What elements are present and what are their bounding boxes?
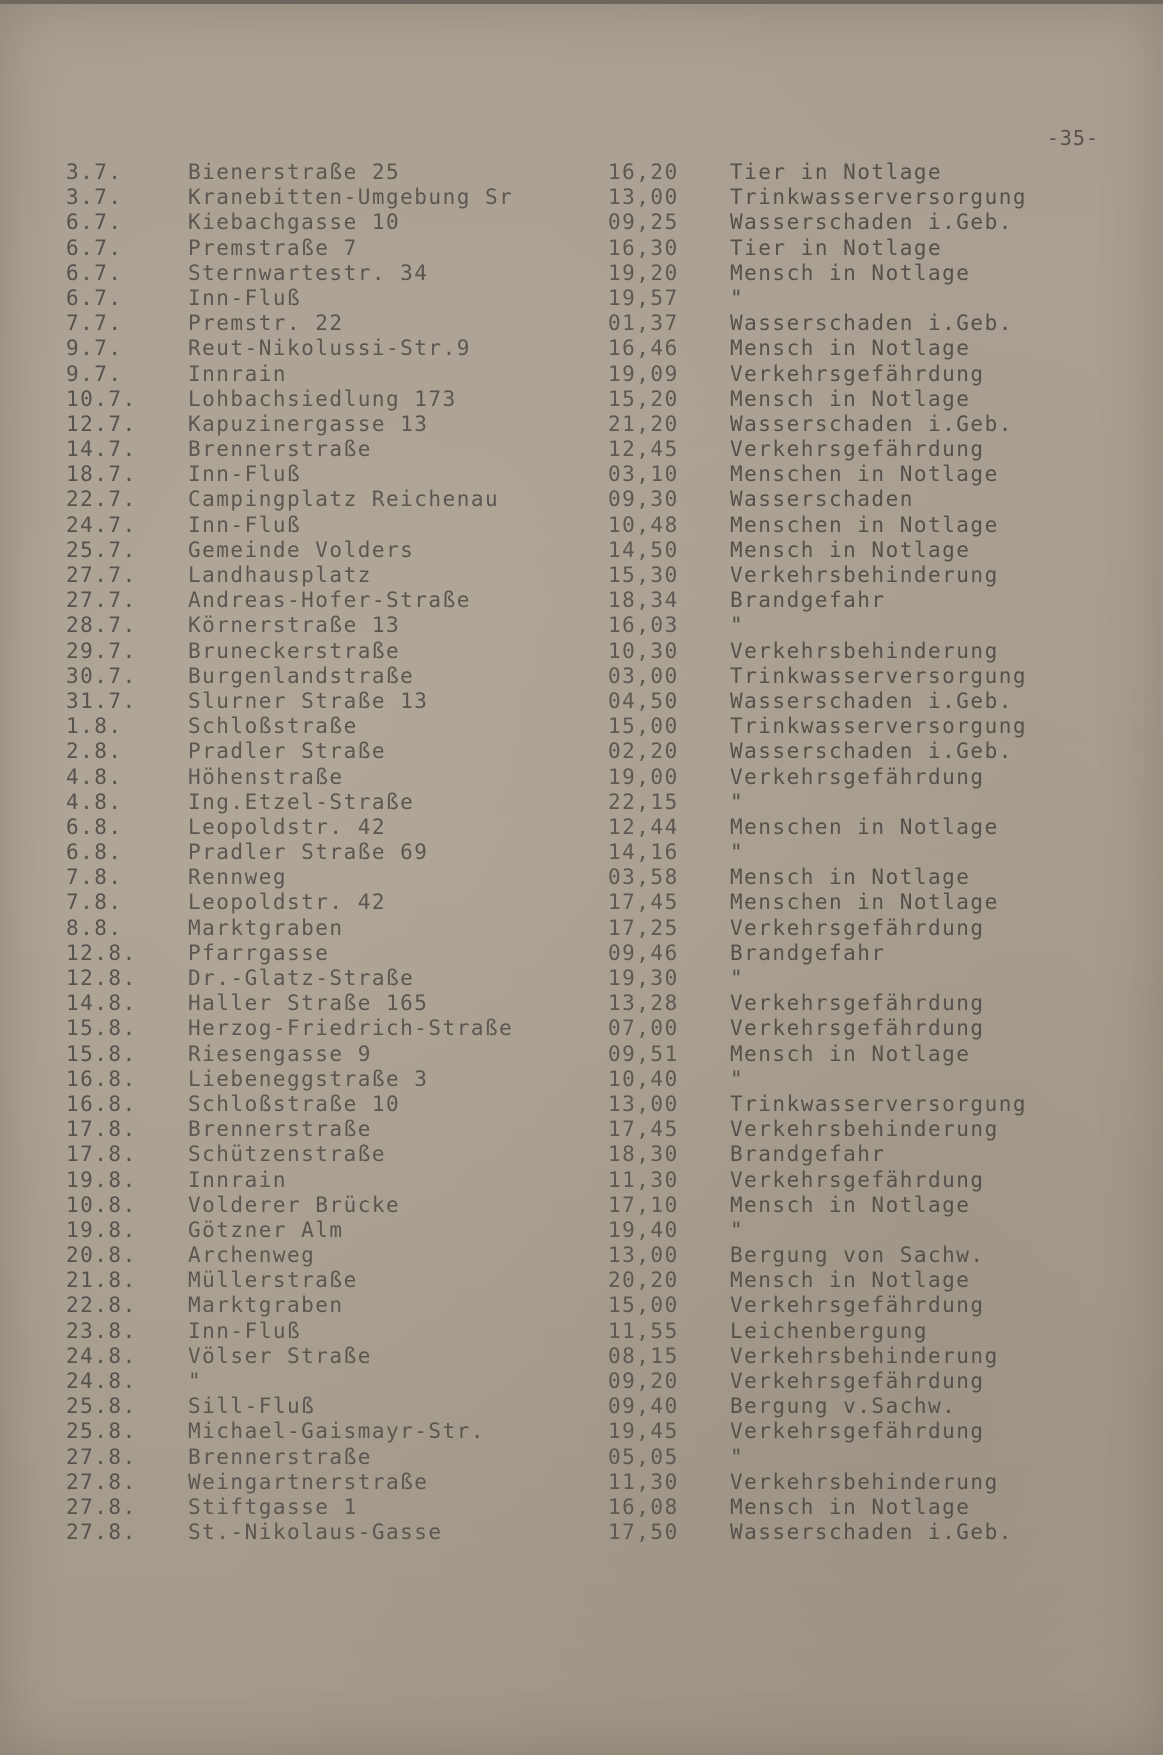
row-time: 11,55 — [608, 1318, 679, 1343]
row-incident-type: Verkehrsbehinderung — [730, 638, 999, 663]
row-time: 16,20 — [608, 160, 679, 184]
row-date: 25.7. — [66, 537, 137, 562]
table-row — [0, 1293, 1163, 1318]
row-time: 13,00 — [608, 1091, 679, 1116]
table-row — [0, 1193, 1163, 1218]
row-location: Brennerstraße — [188, 437, 372, 462]
row-time: 09,25 — [608, 210, 679, 235]
row-date: 8.8. — [66, 915, 123, 940]
table-row — [0, 613, 1163, 638]
row-date: 27.8. — [66, 1520, 137, 1545]
row-incident-type: Verkehrsbehinderung — [730, 1117, 999, 1142]
row-date: 15.8. — [66, 1041, 137, 1066]
row-incident-type: Trinkwasserversorgung — [730, 663, 1028, 688]
row-incident-type: Wasserschaden i.Geb. — [730, 210, 1013, 235]
row-location: Sternwartestr. 34 — [188, 260, 429, 285]
row-incident-type: Menschen in Notlage — [730, 814, 999, 839]
row-time: 10,40 — [608, 1066, 679, 1091]
row-incident-type: Bergung von Sachw. — [730, 1243, 985, 1268]
row-time: 15,00 — [608, 1293, 679, 1318]
row-time: 11,30 — [608, 1469, 679, 1494]
row-date: 24.8. — [66, 1343, 137, 1368]
row-date: 27.7. — [66, 563, 137, 587]
row-location: Innrain — [188, 1167, 288, 1192]
row-time: 09,20 — [608, 1369, 679, 1393]
row-time: 18,30 — [608, 1142, 679, 1167]
row-date: 31.7. — [66, 688, 137, 713]
row-location: Marktgraben — [188, 915, 344, 940]
row-date: 6.7. — [66, 235, 123, 260]
row-incident-type: Mensch in Notlage — [730, 1041, 971, 1066]
row-location: Lohbachsiedlung 173 — [188, 386, 457, 411]
row-incident-type: " — [730, 1066, 745, 1091]
row-location: Leopoldstr. 42 — [188, 890, 387, 915]
row-date: 18.7. — [66, 462, 137, 487]
row-time: 20,20 — [608, 1268, 679, 1293]
row-date: 7.7. — [66, 311, 123, 336]
row-incident-type: Leichenbergung — [730, 1318, 929, 1343]
table-row — [0, 1168, 1163, 1193]
table-row — [0, 739, 1163, 764]
row-date: 9.7. — [66, 336, 123, 361]
row-incident-type: Mensch in Notlage — [730, 537, 971, 562]
row-incident-type: Tier in Notlage — [730, 235, 943, 260]
row-incident-type: Menschen in Notlage — [730, 890, 999, 915]
row-incident-type: Mensch in Notlage — [730, 865, 971, 890]
row-location: Sill-Fluß — [188, 1394, 316, 1419]
row-incident-type: Verkehrsgefährdung — [730, 1419, 985, 1444]
table-row — [0, 563, 1163, 588]
row-incident-type: " — [730, 1217, 745, 1242]
row-location: Landhausplatz — [188, 563, 372, 587]
row-time: 19,45 — [608, 1419, 679, 1444]
row-incident-type: Verkehrsgefährdung — [730, 915, 985, 940]
row-time: 02,20 — [608, 739, 679, 764]
row-date: 24.7. — [66, 512, 137, 537]
row-location: Bienerstraße 25 — [188, 160, 401, 184]
table-row — [0, 185, 1163, 210]
row-incident-type: Wasserschaden i.Geb. — [730, 311, 1013, 336]
row-time: 13,00 — [608, 1243, 679, 1268]
row-location: Inn-Fluß — [188, 462, 302, 487]
row-location: Liebeneggstraße 3 — [188, 1066, 429, 1091]
table-row — [0, 941, 1163, 966]
row-date: 17.8. — [66, 1142, 137, 1167]
row-date: 19.8. — [66, 1167, 137, 1192]
table-row — [0, 1142, 1163, 1167]
row-time: 13,28 — [608, 991, 679, 1016]
row-incident-type: Verkehrsgefährdung — [730, 361, 985, 386]
table-row — [0, 1495, 1163, 1520]
row-location: Gemeinde Volders — [188, 537, 415, 562]
row-time: 09,46 — [608, 940, 679, 965]
row-time: 18,34 — [608, 588, 679, 613]
table-row — [0, 890, 1163, 915]
row-location: Stiftgasse 1 — [188, 1494, 358, 1519]
row-time: 19,40 — [608, 1217, 679, 1242]
row-location: Pradler Straße 69 — [188, 840, 429, 865]
table-row — [0, 966, 1163, 991]
table-row — [0, 689, 1163, 714]
row-time: 17,50 — [608, 1520, 679, 1545]
row-date: 17.8. — [66, 1117, 137, 1142]
table-row — [0, 991, 1163, 1016]
row-incident-type: " — [730, 285, 745, 310]
row-time: 16,08 — [608, 1494, 679, 1519]
row-date: 6.8. — [66, 814, 123, 839]
row-date: 14.7. — [66, 437, 137, 462]
row-incident-type: Verkehrsgefährdung — [730, 764, 985, 789]
table-row — [0, 160, 1163, 185]
row-time: 19,57 — [608, 285, 679, 310]
row-date: 12.7. — [66, 411, 137, 436]
row-time: 07,00 — [608, 1016, 679, 1041]
row-date: 28.7. — [66, 613, 137, 638]
row-incident-type: Verkehrsgefährdung — [730, 1016, 985, 1041]
row-incident-type: Tier in Notlage — [730, 160, 943, 184]
row-location: Burgenlandstraße — [188, 663, 415, 688]
row-incident-type: Verkehrsbehinderung — [730, 563, 999, 587]
row-location: Körnerstraße 13 — [188, 613, 401, 638]
row-date: 3.7. — [66, 185, 123, 210]
row-incident-type: Mensch in Notlage — [730, 1192, 971, 1217]
table-row — [0, 1042, 1163, 1067]
row-date: 25.8. — [66, 1419, 137, 1444]
table-row — [0, 1117, 1163, 1142]
table-row — [0, 1243, 1163, 1268]
row-location: Innrain — [188, 361, 288, 386]
row-date: 12.8. — [66, 966, 137, 990]
row-incident-type: Verkehrsbehinderung — [730, 1343, 999, 1368]
row-location: Archenweg — [188, 1243, 316, 1268]
row-location: Höhenstraße — [188, 764, 344, 789]
table-row — [0, 336, 1163, 361]
row-time: 17,10 — [608, 1192, 679, 1217]
table-row — [0, 790, 1163, 815]
row-incident-type: Trinkwasserversorgung — [730, 714, 1028, 739]
row-date: 10.8. — [66, 1192, 137, 1217]
row-time: 09,40 — [608, 1394, 679, 1419]
row-date: 15.8. — [66, 1016, 137, 1041]
table-row — [0, 815, 1163, 840]
row-time: 10,30 — [608, 638, 679, 663]
row-location: Inn-Fluß — [188, 512, 302, 537]
table-row — [0, 387, 1163, 412]
row-time: 17,25 — [608, 915, 679, 940]
table-row — [0, 588, 1163, 613]
row-time: 17,45 — [608, 1117, 679, 1142]
row-incident-type: Wasserschaden i.Geb. — [730, 411, 1013, 436]
row-location: Riesengasse 9 — [188, 1041, 372, 1066]
row-incident-type: Mensch in Notlage — [730, 336, 971, 361]
row-date: 30.7. — [66, 663, 137, 688]
row-location: Dr.-Glatz-Straße — [188, 966, 415, 990]
row-incident-type: Brandgefahr — [730, 588, 886, 613]
row-time: 21,20 — [608, 411, 679, 436]
row-time: 14,16 — [608, 840, 679, 865]
table-row — [0, 1445, 1163, 1470]
row-location: Völser Straße — [188, 1343, 372, 1368]
table-row — [0, 1268, 1163, 1293]
table-row — [0, 1016, 1163, 1041]
row-date: 2.8. — [66, 739, 123, 764]
table-row — [0, 1520, 1163, 1545]
row-date: 23.8. — [66, 1318, 137, 1343]
row-location: Reut-Nikolussi-Str.9 — [188, 336, 471, 361]
row-date: 6.8. — [66, 840, 123, 865]
row-date: 3.7. — [66, 160, 123, 184]
table-row — [0, 1419, 1163, 1444]
row-incident-type: Menschen in Notlage — [730, 512, 999, 537]
incident-table — [0, 160, 1163, 1545]
table-row — [0, 462, 1163, 487]
table-row — [0, 538, 1163, 563]
row-location: " — [188, 1369, 203, 1393]
row-date: 27.7. — [66, 588, 137, 613]
row-date: 4.8. — [66, 764, 123, 789]
table-row — [0, 1369, 1163, 1394]
row-location: Kapuzinergasse 13 — [188, 411, 429, 436]
row-location: Premstraße 7 — [188, 235, 358, 260]
row-incident-type: Wasserschaden — [730, 487, 914, 512]
table-row — [0, 1470, 1163, 1495]
row-location: Pfarrgasse — [188, 940, 330, 965]
row-incident-type: Bergung v.Sachw. — [730, 1394, 957, 1419]
row-incident-type: Brandgefahr — [730, 940, 886, 965]
row-date: 6.7. — [66, 210, 123, 235]
table-row — [0, 664, 1163, 689]
row-date: 27.8. — [66, 1469, 137, 1494]
row-location: Inn-Fluß — [188, 285, 302, 310]
row-time: 04,50 — [608, 688, 679, 713]
row-date: 7.8. — [66, 865, 123, 890]
row-time: 13,00 — [608, 185, 679, 210]
row-date: 10.7. — [66, 386, 137, 411]
table-row — [0, 714, 1163, 739]
row-location: Weingartnerstraße — [188, 1469, 429, 1494]
row-time: 17,45 — [608, 890, 679, 915]
row-time: 03,58 — [608, 865, 679, 890]
row-incident-type: " — [730, 840, 745, 865]
row-incident-type: Verkehrsbehinderung — [730, 1469, 999, 1494]
table-row — [0, 765, 1163, 790]
row-time: 22,15 — [608, 789, 679, 814]
table-row — [0, 210, 1163, 235]
table-row — [0, 1394, 1163, 1419]
table-row — [0, 1344, 1163, 1369]
row-date: 4.8. — [66, 789, 123, 814]
row-incident-type: Wasserschaden i.Geb. — [730, 1520, 1013, 1545]
row-time: 19,20 — [608, 260, 679, 285]
table-row — [0, 1067, 1163, 1092]
row-date: 21.8. — [66, 1268, 137, 1293]
row-location: Bruneckerstraße — [188, 638, 401, 663]
row-date: 14.8. — [66, 991, 137, 1016]
table-row — [0, 840, 1163, 865]
table-row — [0, 865, 1163, 890]
row-incident-type: " — [730, 789, 745, 814]
row-incident-type: Verkehrsgefährdung — [730, 437, 985, 462]
row-incident-type: " — [730, 613, 745, 638]
row-incident-type: Wasserschaden i.Geb. — [730, 688, 1013, 713]
row-location: Schloßstraße — [188, 714, 358, 739]
row-location: Slurner Straße 13 — [188, 688, 429, 713]
row-incident-type: " — [730, 1444, 745, 1469]
row-location: Brennerstraße — [188, 1444, 372, 1469]
row-location: Campingplatz Reichenau — [188, 487, 500, 512]
row-location: Götzner Alm — [188, 1217, 344, 1242]
row-date: 29.7. — [66, 638, 137, 663]
row-time: 16,03 — [608, 613, 679, 638]
row-incident-type: Mensch in Notlage — [730, 1268, 971, 1293]
row-incident-type: " — [730, 966, 745, 990]
row-location: Müllerstraße — [188, 1268, 358, 1293]
row-incident-type: Verkehrsgefährdung — [730, 1369, 985, 1393]
row-location: Premstr. 22 — [188, 311, 344, 336]
table-row — [0, 1319, 1163, 1344]
page-number: -35- — [1046, 126, 1099, 150]
row-location: Rennweg — [188, 865, 288, 890]
row-time: 19,30 — [608, 966, 679, 990]
row-time: 03,00 — [608, 663, 679, 688]
row-date: 24.8. — [66, 1369, 137, 1393]
table-row — [0, 311, 1163, 336]
row-location: Marktgraben — [188, 1293, 344, 1318]
row-time: 05,05 — [608, 1444, 679, 1469]
row-date: 9.7. — [66, 361, 123, 386]
row-location: Haller Straße 165 — [188, 991, 429, 1016]
row-time: 09,30 — [608, 487, 679, 512]
row-time: 19,09 — [608, 361, 679, 386]
row-time: 08,15 — [608, 1343, 679, 1368]
row-location: Inn-Fluß — [188, 1318, 302, 1343]
row-date: 27.8. — [66, 1444, 137, 1469]
table-row — [0, 1218, 1163, 1243]
row-date: 6.7. — [66, 260, 123, 285]
row-location: Kranebitten-Umgebung Sr — [188, 185, 514, 210]
table-row — [0, 487, 1163, 512]
row-date: 25.8. — [66, 1394, 137, 1419]
row-location: Leopoldstr. 42 — [188, 814, 387, 839]
row-date: 22.8. — [66, 1293, 137, 1318]
row-incident-type: Wasserschaden i.Geb. — [730, 739, 1013, 764]
row-location: St.-Nikolaus-Gasse — [188, 1520, 443, 1545]
row-time: 09,51 — [608, 1041, 679, 1066]
row-location: Schloßstraße 10 — [188, 1091, 401, 1116]
table-row — [0, 916, 1163, 941]
row-incident-type: Trinkwasserversorgung — [730, 185, 1028, 210]
row-time: 19,00 — [608, 764, 679, 789]
row-location: Andreas-Hofer-Straße — [188, 588, 471, 613]
row-date: 1.8. — [66, 714, 123, 739]
row-date: 22.7. — [66, 487, 137, 512]
row-location: Pradler Straße — [188, 739, 387, 764]
row-location: Brennerstraße — [188, 1117, 372, 1142]
row-location: Schützenstraße — [188, 1142, 387, 1167]
row-location: Kiebachgasse 10 — [188, 210, 401, 235]
row-incident-type: Menschen in Notlage — [730, 462, 999, 487]
row-location: Ing.Etzel-Straße — [188, 789, 415, 814]
row-location: Herzog-Friedrich-Straße — [188, 1016, 514, 1041]
table-row — [0, 236, 1163, 261]
page-top-edge — [0, 0, 1163, 4]
row-time: 15,30 — [608, 563, 679, 587]
table-row — [0, 513, 1163, 538]
row-incident-type: Brandgefahr — [730, 1142, 886, 1167]
table-row — [0, 261, 1163, 286]
row-time: 11,30 — [608, 1167, 679, 1192]
row-time: 16,46 — [608, 336, 679, 361]
row-time: 03,10 — [608, 462, 679, 487]
row-date: 12.8. — [66, 940, 137, 965]
row-time: 10,48 — [608, 512, 679, 537]
row-incident-type: Verkehrsgefährdung — [730, 991, 985, 1016]
row-incident-type: Verkehrsgefährdung — [730, 1293, 985, 1318]
row-incident-type: Verkehrsgefährdung — [730, 1167, 985, 1192]
table-row — [0, 639, 1163, 664]
table-row — [0, 1092, 1163, 1117]
row-time: 12,44 — [608, 814, 679, 839]
row-date: 6.7. — [66, 285, 123, 310]
row-date: 16.8. — [66, 1066, 137, 1091]
table-row — [0, 286, 1163, 311]
row-time: 15,00 — [608, 714, 679, 739]
table-row — [0, 437, 1163, 462]
row-incident-type: Mensch in Notlage — [730, 386, 971, 411]
row-time: 01,37 — [608, 311, 679, 336]
row-location: Michael-Gaismayr-Str. — [188, 1419, 486, 1444]
row-date: 7.8. — [66, 890, 123, 915]
row-time: 14,50 — [608, 537, 679, 562]
row-time: 16,30 — [608, 235, 679, 260]
table-row — [0, 362, 1163, 387]
row-date: 16.8. — [66, 1091, 137, 1116]
row-location: Volderer Brücke — [188, 1192, 401, 1217]
row-incident-type: Mensch in Notlage — [730, 1494, 971, 1519]
row-date: 19.8. — [66, 1217, 137, 1242]
row-date: 27.8. — [66, 1494, 137, 1519]
row-incident-type: Trinkwasserversorgung — [730, 1091, 1028, 1116]
row-time: 12,45 — [608, 437, 679, 462]
table-row — [0, 412, 1163, 437]
row-incident-type: Mensch in Notlage — [730, 260, 971, 285]
row-date: 20.8. — [66, 1243, 137, 1268]
row-time: 15,20 — [608, 386, 679, 411]
